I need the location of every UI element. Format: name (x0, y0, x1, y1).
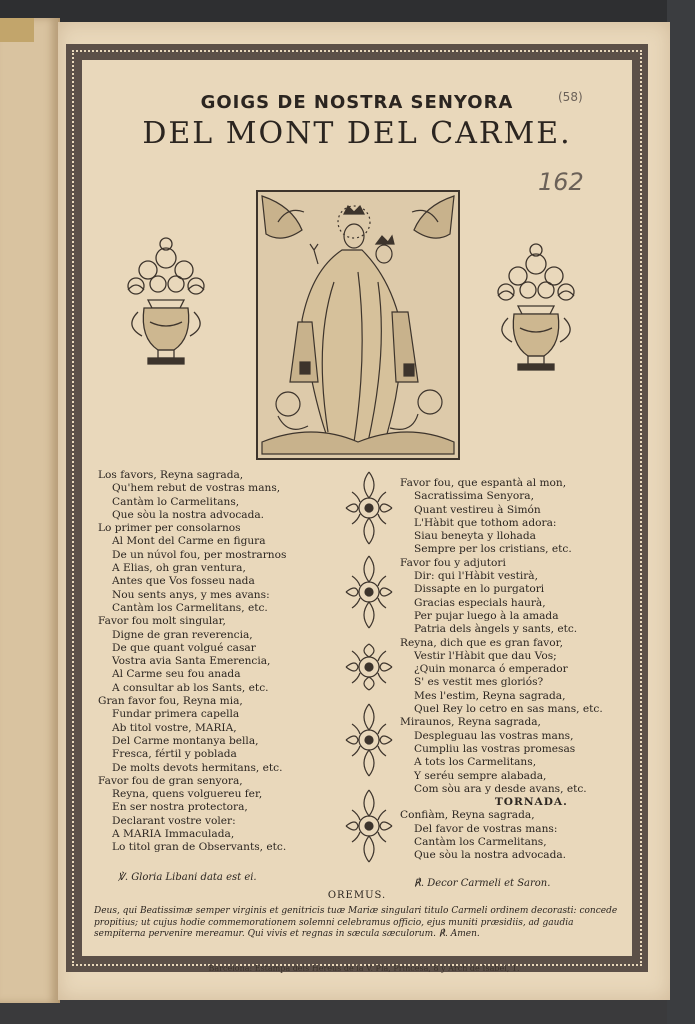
previous-page-edge (0, 18, 60, 1003)
verse-line: Favor fou de gran senyora, (98, 774, 243, 787)
verse-line: Favor fou molt singular, (98, 615, 226, 628)
verse-line: Fresca, fértil y poblada (112, 748, 237, 761)
verse-line: Los favors, Reyna sagrada, (98, 469, 244, 481)
verse-line: Antes que Vos fosseu nada (112, 575, 255, 588)
floral-ornament (342, 700, 396, 780)
verse-line: En ser nostra protectora, (112, 801, 248, 814)
verse-line: Sacratissima Senyora, (414, 490, 534, 503)
verse-line: Siau beneyta y llohada (414, 530, 536, 543)
archive-number-annotation: (58) (558, 90, 583, 104)
verse-line: Declarant vostre voler: (112, 814, 236, 827)
verse-line: Qu'hem rebut de vostras mans, (112, 482, 281, 495)
right-verses (400, 477, 603, 863)
verse-line: Fundar primera capella (112, 708, 240, 721)
verse-line: Mes l'estim, Reyna sagrada, (414, 689, 566, 702)
verse-line: Quel Rey lo cetro en sas mans, etc. (414, 703, 603, 716)
verse-line: Com sòu ara y desde avans, etc. (414, 782, 587, 795)
verse-line: De que quant volgué casar (112, 641, 256, 654)
scan-background-top (0, 0, 695, 22)
left-verses (98, 469, 286, 855)
floral-ornament (342, 468, 396, 548)
verse-line: Ab titol vostre, MARIA, (112, 721, 237, 734)
verse-line: Per pujar luego à la amada (414, 609, 559, 622)
virgin-of-carmel-woodcut (256, 190, 460, 460)
verse-line: Quant vestireu à Simón (414, 503, 541, 516)
verse-line: Confiàm, Reyna sagrada, (400, 809, 535, 822)
title-line-1: GOIGS DE NOSTRA SENYORA (200, 92, 514, 113)
verse-line: Cantàm los Carmelitans, (414, 836, 547, 849)
document-page (58, 22, 670, 1000)
versicle-right: ℟. Decor Carmeli et Saron. (414, 878, 551, 889)
title-line-2: DEL MONT DEL CARME. (142, 116, 572, 151)
verse-line: A consultar ab los Sants, etc. (112, 681, 269, 694)
verse-line: Miraunos, Reyna sagrada, (400, 716, 541, 729)
verse-line: S' es vestit mes gloriós? (414, 676, 544, 689)
verse-line: Gran favor fou, Reyna mia, (98, 695, 243, 708)
verse-line: Sempre per los cristians, etc. (414, 543, 572, 556)
verse-line: Que sòu la nostra advocada. (112, 508, 265, 521)
verse-line: Cumpliu las vostras promesas (414, 742, 576, 755)
verse-line: Patria dels àngels y sants, etc. (414, 623, 578, 636)
prayer-text: Deus, qui Beatissimæ semper virginis et genitricis tuæ Mariæ singulari titulo Carmeli ordinem decorasti: concede propitius; ut cujus hodie commemorationem solemni celebramus officio, ejus muniti præsidiis, ad gaudia sempiterna pervenire mereamur. Qui vivis et regnas in sæcula sæculorum. ℟. Amen. (94, 906, 618, 939)
verse-line: Lo titol gran de Observants, etc. (112, 841, 287, 854)
verse-line: Al Mont del Carme en figura (112, 535, 266, 548)
verse-line: Dissapte en lo purgatori (414, 583, 545, 596)
floral-ornament (342, 786, 396, 866)
page-tab (0, 18, 34, 42)
verse-line: Cantàm los Carmelitans, etc. (112, 601, 268, 614)
verse-line: Al Carme seu fou anada (112, 668, 241, 681)
verse-line: Del Carme montanya bella, (112, 734, 259, 747)
verse-line: Digne de gran reverencia, (112, 628, 253, 641)
verse-line: Dir: qui l'Hàbit vestirà, (414, 570, 538, 583)
verse-line: Gracias especials haurà, (414, 596, 546, 609)
verse-line: Favor fou, que espantà al mon, (400, 477, 567, 489)
versicle-left: ℣. Gloria Libani data est ei. (118, 872, 257, 883)
verse-line: Despleguau las vostras mans, (414, 729, 574, 742)
page-number-annotation: 162 (538, 168, 584, 196)
right-flower-vase-illustration (488, 236, 584, 386)
verse-line: Vostra avia Santa Emerencia, (112, 655, 271, 668)
floral-ornament (342, 552, 396, 632)
woodcut-illustration (258, 192, 458, 458)
verse-line: Y seréu sempre alabada, (414, 769, 547, 782)
verse-line: A MARIA Immaculada, (112, 828, 235, 841)
verse-line: Reyna, dich que es gran favor, (400, 636, 563, 649)
verse-line: A tots los Carmelitans, (414, 756, 537, 769)
verse-line: Vestir l'Hàbit que dau Vos; (414, 649, 557, 662)
verse-line: ¿Quin monarca ó emperador (414, 663, 568, 676)
verse-line: De un núvol fou, per mostrarnos (112, 548, 287, 561)
verse-line: Cantàm lo Carmelitans, (112, 495, 240, 508)
verse-line: A Elias, oh gran ventura, (112, 562, 246, 575)
verse-line: Favor fou y adjutori (400, 556, 506, 569)
scan-background-right (667, 0, 695, 1024)
printer-imprint: Barcelona: Estampa dels Hereus de la V. Pla, Princesa, 8 y Arch de Isabel, 1. (208, 964, 520, 973)
verse-line: L'Hàbit que tothom adora: (414, 516, 557, 529)
left-flower-vase-illustration (118, 230, 214, 380)
floral-ornament (342, 640, 396, 694)
verse-line: Del favor de vostras mans: (414, 822, 558, 835)
verse-line: Lo primer per consolarnos (98, 522, 241, 535)
verse-line: Nou sents anys, y mes avans: (112, 588, 270, 601)
verse-line: De molts devots hermitans, etc. (112, 761, 283, 774)
verse-line: Que sòu la nostra advocada. (414, 849, 567, 862)
verse-line: TORNADA. (494, 796, 568, 809)
verse-line: Reyna, quens volguereu fer, (112, 788, 263, 801)
oremus-heading: OREMUS. (327, 890, 387, 901)
